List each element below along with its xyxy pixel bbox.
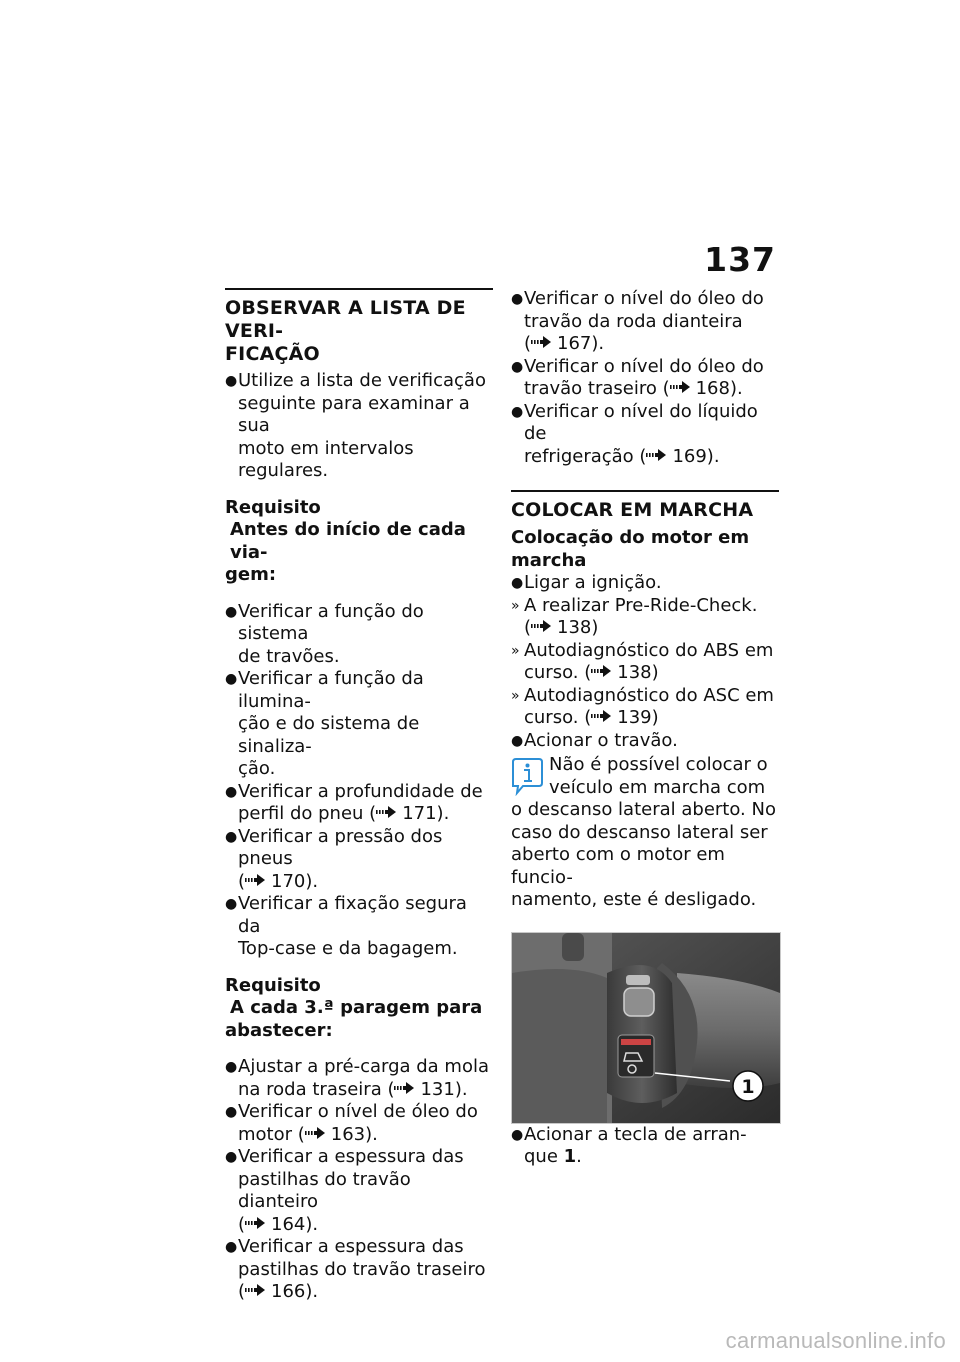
bullet-marker: ●: [225, 1104, 238, 1120]
item-body: [238, 370, 493, 483]
bullet-marker: ●: [511, 358, 524, 375]
ref-suffix: ).: [365, 1123, 378, 1145]
subheading-start-engine: [511, 526, 779, 572]
item-line: Verificar o nível do líquido de: [524, 400, 758, 444]
info-note: [511, 754, 779, 912]
item-line: Acionar o travão.: [524, 729, 678, 751]
item-body: [238, 781, 493, 826]
item-body: [238, 893, 493, 961]
note-line: aberto com o motor em funcio-: [511, 844, 725, 888]
page-ref-arrow-icon: [646, 449, 666, 461]
item-body: [524, 1124, 779, 1169]
bullet-marker: ●: [511, 732, 524, 749]
list-item: [511, 640, 779, 685]
list-item: [225, 1056, 493, 1101]
page-reference: [238, 1214, 493, 1237]
item-line: Verificar a função do sistema: [238, 600, 424, 644]
list-item: [511, 595, 779, 640]
ref-prefix: travão traseiro (: [524, 378, 670, 399]
item-line: Acionar a tecla de arran-: [524, 1123, 747, 1145]
ref-prefix: perfil do pneu (: [238, 803, 377, 824]
item-body: [524, 595, 779, 640]
page-ref-arrow-icon: [591, 665, 611, 677]
ref-prefix: curso.: [524, 662, 585, 683]
ref-prefix: motor (: [238, 1123, 305, 1145]
list-item: [225, 826, 493, 894]
requirement-line: A cada 3.ª paragem para: [230, 997, 483, 1018]
item-line: ção.: [238, 758, 276, 779]
item-line: Ajustar a pré-carga da mola: [238, 1056, 490, 1077]
ref-prefix: (: [524, 333, 532, 354]
item-text: .: [576, 1146, 582, 1167]
bullet-marker: ●: [225, 828, 238, 845]
ref-page-number: 138: [617, 662, 652, 683]
ref-prefix: refrigeração (: [524, 445, 647, 467]
page-ref-arrow-icon: [245, 1217, 265, 1229]
item-line: Verificar o nível de óleo do: [238, 1101, 478, 1122]
note-line: Não é possível colocar o: [549, 754, 768, 775]
item-line: travão da roda dianteira: [524, 310, 743, 332]
item-body: [238, 668, 493, 781]
ref-prefix: curso.: [524, 707, 585, 728]
note-line: caso do descanso lateral ser: [511, 821, 768, 843]
requirement-label: Requisito: [225, 496, 321, 518]
note-line: o descanso lateral aberto. No: [511, 799, 776, 820]
final-step-list: [511, 1124, 779, 1169]
list-item: [225, 781, 493, 826]
callout-number: 1: [741, 1075, 755, 1098]
item-line: Verificar a função da ilumina-: [238, 668, 424, 712]
list-item: [511, 401, 779, 469]
ref-page-number: 168: [695, 378, 730, 399]
ref-suffix: ).: [305, 1213, 319, 1235]
subheading-line: Colocação do motor em: [511, 527, 750, 548]
item-body: [238, 601, 493, 669]
handlebar-switch-photo: [511, 932, 781, 1124]
intro-list: [225, 370, 493, 483]
requirement-text: [225, 519, 493, 587]
page-ref-arrow-icon: [376, 806, 396, 818]
item-body: [524, 356, 779, 401]
page-ref-arrow-icon: [531, 336, 551, 348]
left-column: [225, 288, 493, 1304]
list-item: [511, 288, 779, 356]
ref-prefix: (: [238, 1281, 246, 1302]
page-ref-arrow-icon: [591, 710, 611, 722]
subheading-line: marcha: [511, 550, 587, 571]
item-body: [238, 1101, 493, 1146]
item-line: pastilhas do travão traseiro: [238, 1258, 486, 1280]
page-ref-arrow-icon: [305, 1127, 325, 1139]
list-item: [511, 685, 779, 730]
note-line: veículo em marcha com: [549, 776, 766, 798]
item-line: Verificar a profundidade de: [238, 780, 483, 802]
ref-prefix: (: [238, 1213, 246, 1235]
list-item: [225, 370, 493, 483]
ref-prefix: na roda traseira (: [238, 1078, 395, 1100]
ref-page-number: 164: [271, 1213, 306, 1235]
bullet-marker: »: [511, 642, 520, 659]
item-body: [524, 730, 779, 753]
bullet-marker: ●: [225, 671, 238, 687]
requirement-label: Requisito: [225, 974, 321, 996]
item-body: [524, 572, 779, 595]
item-line: Verificar a pressão dos pneus: [238, 825, 443, 869]
ref-prefix: (: [238, 870, 246, 892]
list-item: [225, 1146, 493, 1236]
item-line: Autodiagnóstico do ABS em: [524, 639, 774, 661]
list-item: [511, 572, 779, 595]
page-reference: [524, 378, 779, 401]
bullet-marker: ●: [225, 373, 238, 389]
bullet-marker: ●: [225, 1239, 238, 1255]
right-column: [511, 288, 779, 1169]
item-body: [524, 685, 779, 730]
bullet-marker: »: [511, 597, 520, 614]
item-body: [524, 401, 779, 469]
item-body: [238, 826, 493, 894]
page-reference: [238, 871, 493, 894]
item-line: seguinte para examinar a sua: [238, 392, 470, 436]
page-reference: [238, 803, 493, 826]
page-reference: ( 138): [524, 617, 599, 638]
item-line: Verificar o nível do óleo do: [524, 355, 764, 377]
item-line: Verificar o nível do óleo do: [524, 288, 764, 309]
bullet-marker: ●: [511, 403, 524, 420]
bullet-marker: ●: [511, 291, 524, 307]
note-line: namento, este é desligado.: [511, 889, 757, 910]
item-line: ção e do sistema de sinaliza-: [238, 713, 420, 757]
ref-page-number: 170: [271, 870, 306, 892]
item-bold-ref: 1: [563, 1146, 577, 1167]
requirement-line: Antes do início de cada via-: [230, 519, 466, 563]
item-line: Ligar a ignição.: [524, 572, 662, 593]
page-ref-arrow-icon: [245, 1284, 265, 1296]
page-ref-arrow-icon: [394, 1082, 414, 1094]
item-body: [238, 1236, 493, 1304]
ref-page-number: 169: [672, 445, 707, 467]
list-item: [511, 730, 779, 753]
item-text: que: [524, 1146, 564, 1167]
requirement-line: gem:: [225, 564, 277, 585]
bullet-marker: »: [511, 687, 520, 704]
page-ref-arrow-icon: [245, 874, 265, 886]
handlebar-switch-illustration: [512, 933, 780, 1123]
page-reference: [238, 1124, 493, 1147]
item-line: A realizar Pre-Ride-Check.: [524, 594, 758, 616]
page-reference: [524, 333, 779, 356]
ref-suffix: ).: [305, 870, 319, 892]
info-icon: [509, 756, 543, 796]
item-line: Verificar a fixação segura da: [238, 893, 467, 937]
item-line: de travões.: [238, 645, 340, 667]
page-ref-arrow-icon: [670, 381, 690, 393]
requirement-text: [225, 997, 493, 1042]
list-item: [225, 601, 493, 669]
item-line: Top-case e da bagagem.: [238, 938, 458, 959]
bullet-marker: ●: [511, 575, 524, 591]
ref-suffix: ).: [706, 445, 720, 467]
ref-page-number: 167: [557, 333, 592, 354]
section-rule: [225, 288, 493, 290]
ref-suffix: ).: [305, 1281, 319, 1302]
section-heading-checklist: [225, 297, 493, 366]
bullet-marker: ●: [225, 783, 238, 800]
item-body: [524, 640, 779, 685]
item-line: Autodiagnóstico do ASC em: [524, 684, 774, 706]
section-heading-start: COLOCAR EM MARCHA: [511, 499, 754, 521]
page-reference: curso. ( 139): [524, 707, 659, 728]
bullet-marker: ●: [225, 1149, 238, 1165]
ref-suffix: ).: [454, 1078, 468, 1100]
ref-suffix: ).: [591, 333, 605, 354]
section-rule: [511, 490, 779, 492]
page-number: 137: [704, 240, 776, 279]
item-line: [524, 1146, 779, 1169]
list-item: [511, 1124, 779, 1169]
page-ref-arrow-icon: [531, 620, 551, 632]
list-item: [225, 893, 493, 961]
ref-suffix: ).: [436, 803, 450, 824]
ref-page-number: 163: [330, 1123, 366, 1145]
item-line: Utilize a lista de verificação: [238, 370, 486, 391]
heading-line: OBSERVAR A LISTA DE VERI-: [225, 297, 466, 342]
bullet-marker: ●: [225, 603, 238, 620]
checklist-third-refuel: [225, 1056, 493, 1304]
watermark: carmanualsonline.info: [725, 1328, 946, 1353]
item-line: Verificar a espessura das: [238, 1146, 464, 1167]
ref-suffix: ).: [729, 378, 743, 399]
item-body: [238, 1056, 493, 1101]
bullet-marker: ●: [225, 1059, 238, 1075]
item-body: [524, 288, 779, 356]
requirement-line: abastecer:: [225, 1019, 333, 1041]
list-item: [511, 356, 779, 401]
bullet-marker: ●: [225, 896, 238, 912]
ref-page-number: 138: [557, 617, 592, 638]
checklist-before-trip: [225, 601, 493, 961]
item-line: moto em intervalos regulares.: [238, 437, 414, 481]
heading-line: FICAÇÃO: [225, 343, 320, 365]
ref-page-number: 139: [617, 707, 652, 728]
item-line: pastilhas do travão dianteiro: [238, 1168, 411, 1212]
ref-page-number: 131: [420, 1078, 455, 1100]
checklist-continued: [511, 288, 779, 468]
bullet-marker: ●: [511, 1126, 524, 1143]
ref-suffix: ): [651, 707, 659, 728]
list-item: [225, 1236, 493, 1304]
page-reference: curso. ( 138): [524, 662, 659, 683]
list-item: [225, 668, 493, 781]
ref-suffix: ): [651, 662, 659, 683]
page-reference: [524, 446, 779, 469]
page-reference: [238, 1281, 493, 1304]
ref-page-number: 166: [271, 1281, 306, 1302]
list-item: [225, 1101, 493, 1146]
ref-suffix: ): [591, 617, 599, 638]
ref-page-number: 171: [402, 803, 437, 824]
item-body: [238, 1146, 493, 1236]
page-reference: [238, 1079, 493, 1102]
start-steps: [511, 572, 779, 752]
item-line: Verificar a espessura das: [238, 1236, 464, 1257]
